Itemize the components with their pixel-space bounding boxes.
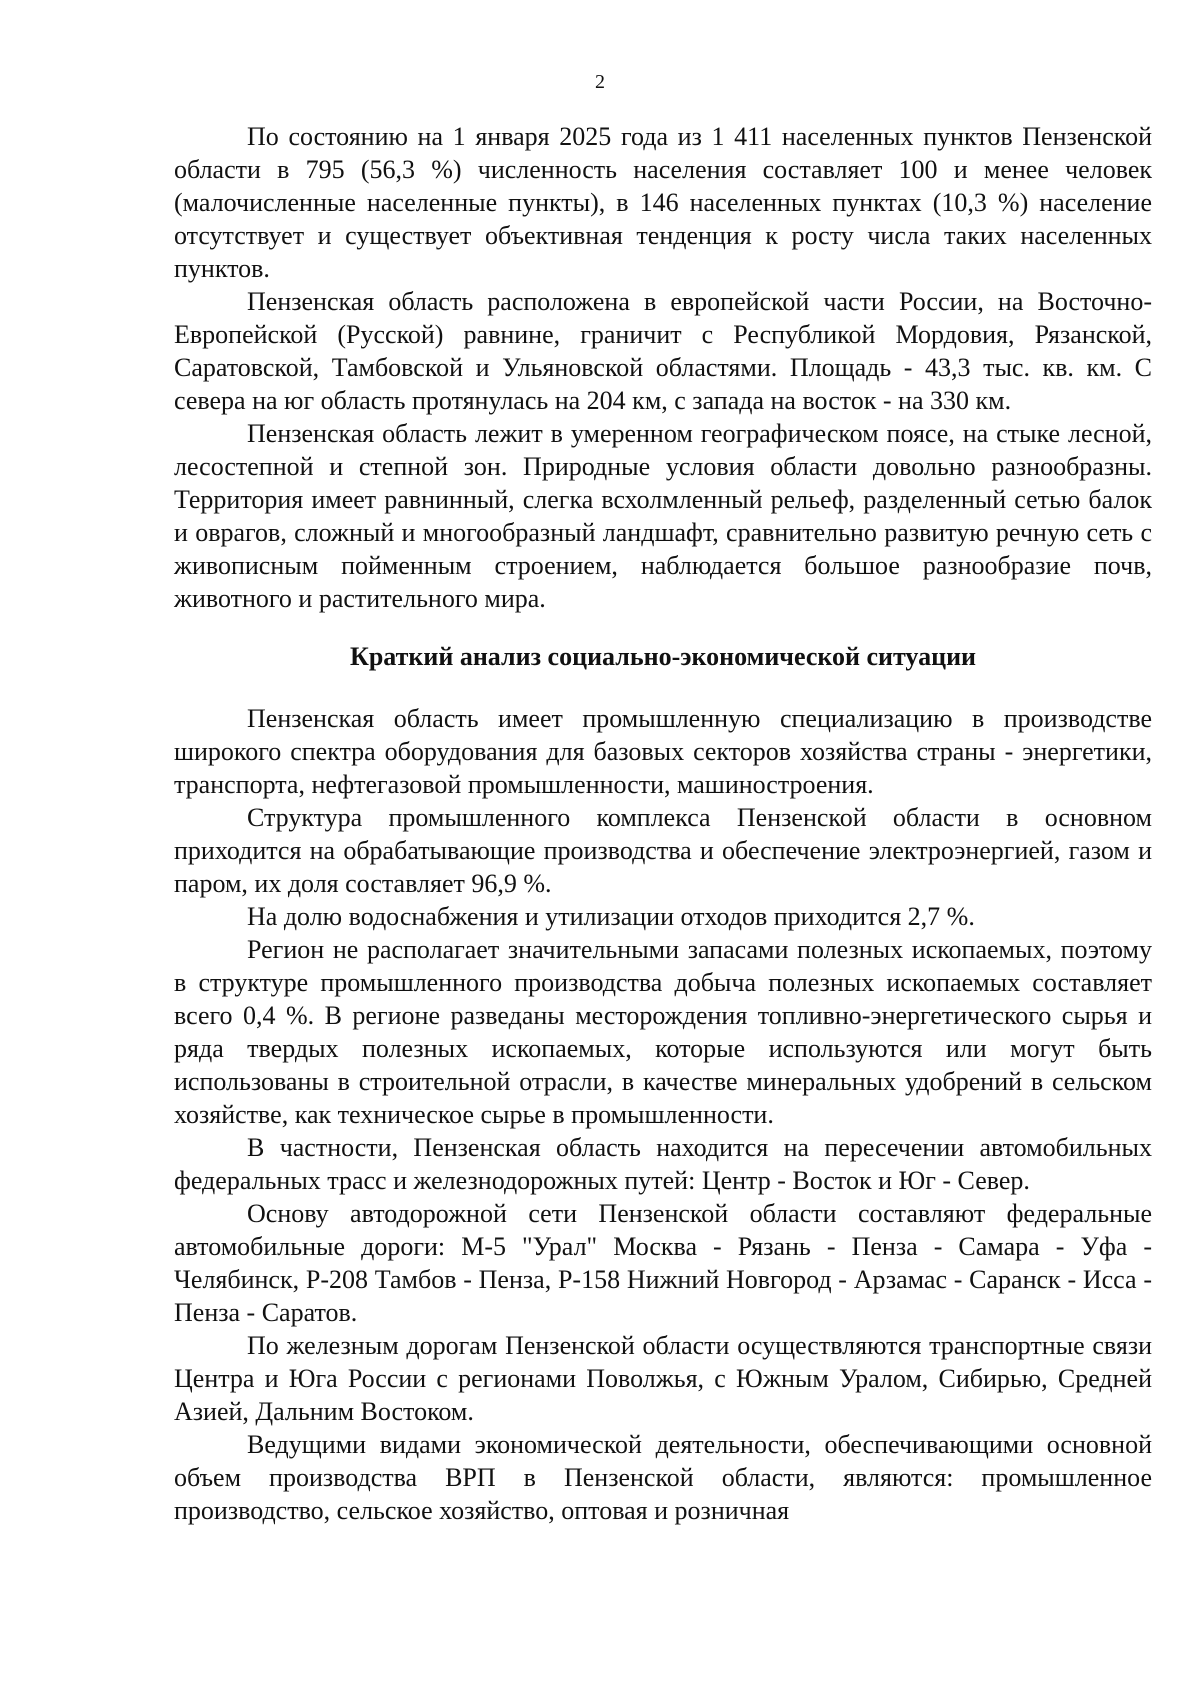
paragraph-road-network: Основу автодорожной сети Пензенской области составляют федеральные автомобильные дороги: М-5 "Урал" Москва - Рязань - Пенза - Самара - Уфа - Челябинск, Р-208 Тамбов - Пенза, Р-158 Нижний Новгород - Арзамас - Саранск - Исса - Пенза - Саратов. [174,1199,1152,1327]
section-heading-wrap [174,640,1152,673]
paragraph-location: Пензенская область расположена в европейской части России, на Восточно-Европейской (Русской) равнине, граничит с Республикой Мордовия, Рязанской, Саратовской, Тамбовской и Ульяновской областями. Площадь - 43,3 тыс. кв. км. С севера на юг область протянулась на 204 км, с запада на восток - на 330 км. [174,287,1152,415]
paragraph-industry-specialization: Пензенская область имеет промышленную специализацию в производстве широкого спектра оборудования для базовых секторов хозяйства страны - энергетики, транспорта, нефтегазовой промышленности, машиностроения. [174,704,1152,799]
paragraph-industry-structure: Структура промышленного комплекса Пензенской области в основном приходится на обрабатывающие производства и обеспечение электроэнергией, газом и паром, их доля составляет 96,9 %. [174,803,1152,898]
paragraph-water-supply: На долю водоснабжения и утилизации отходов приходится 2,7 %. [247,902,975,931]
paragraph-crossroads: В частности, Пензенская область находится на пересечении автомобильных федеральных трасс и железнодорожных путей: Центр - Восток и Юг - Север. [174,1133,1152,1195]
paragraph-grp-activities: Ведущими видами экономической деятельности, обеспечивающими основной объем производства ВРП в Пензенской области, являются: промышленное производство, сельское хозяйство, оптовая и розничная [174,1430,1152,1525]
document-body [174,120,1152,1527]
page-number: 2 [595,71,605,93]
paragraph-minerals: Регион не располагает значительными запасами полезных ископаемых, поэтому в структуре промышленного производства добыча полезных ископаемых составляет всего 0,4 %. В регионе разведаны месторождения топливно-энергетического сырья и ряда твердых полезных ископаемых, которые используются или могут быть использованы в строительной отрасли, в качестве минеральных удобрений в сельском хозяйстве, как техническое сырье в промышленности. [174,935,1152,1129]
paragraph-railways: По железным дорогам Пензенской области осуществляются транспортные связи Центра и Юга России с регионами Поволжья, с Южным Уралом, Сибирью, Средней Азией, Дальним Востоком. [174,1331,1152,1426]
paragraph-settlements: По состоянию на 1 января 2025 года из 1 411 населенных пунктов Пензенской области в 795 (56,3 %) численность населения составляет 100 и менее человек (малочисленные населенные пункты), в 146 населенных пунктах (10,3 %) население отсутствует и существует объективная тенденция к росту числа таких населенных пунктов. [174,122,1152,283]
section-heading: Краткий анализ социально-экономической ситуации [349,642,977,671]
paragraph-climate: Пензенская область лежит в умеренном географическом поясе, на стыке лесной, лесостепной и степной зон. Природные условия области довольно разнообразны. Территория имеет равнинный, слегка всхолмленный рельеф, разделенный сетью балок и оврагов, сложный и многообразный ландшафт, сравнительно развитую речную сеть с живописным пойменным строением, наблюдается большое разнообразие почв, животного и растительного мира. [174,419,1152,613]
